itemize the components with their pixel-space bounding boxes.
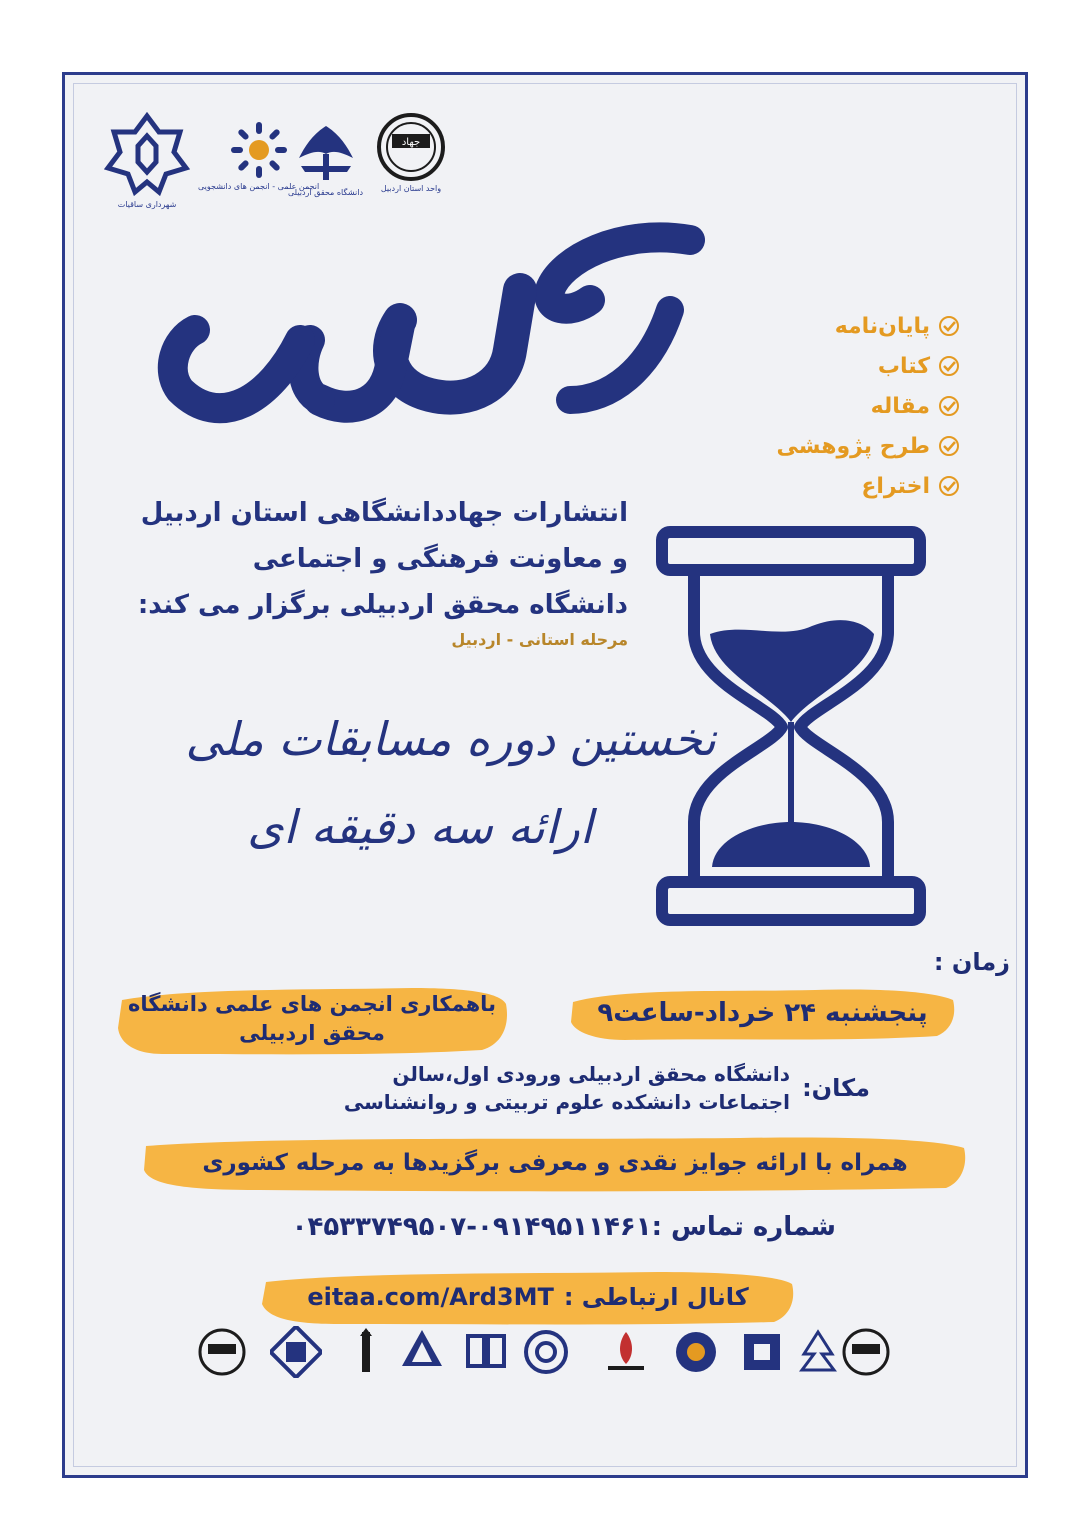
association-caption: انجمن علمی - انجمن های دانشجویی (198, 182, 320, 191)
contact-text: شماره تماس :۰۹۱۴۹۵۱۱۴۶۱-۰۴۵۳۳۷۴۹۵۰۷ (291, 1212, 836, 1242)
jihad-logo-2-icon (840, 1326, 892, 1378)
time-value: پنجشنبه ۲۴ خرداد-ساعت۹ (597, 998, 928, 1028)
category-label: مقاله (870, 393, 930, 419)
organizer-line: و معاونت فرهنگی و اجتماعی (252, 544, 628, 574)
check-circle-icon (938, 435, 960, 457)
education-ministry-logo-icon (600, 1326, 652, 1378)
university-caption: دانشگاه محقق اردبیلی (288, 188, 364, 197)
check-circle-icon (938, 315, 960, 337)
brush-calligraphy-icon (150, 200, 710, 470)
cooperation-line1: باهمکاری انجمن های علمی دانشگاه (128, 992, 496, 1016)
category-item (720, 346, 960, 386)
jihad-seal-icon (376, 112, 446, 182)
place-line1: دانشگاه محقق اردبیلی ورودی اول،سالن (392, 1062, 790, 1086)
channel-label: کانال ارتباطی : (563, 1283, 749, 1311)
organizer-block (108, 490, 628, 649)
university-emblem-icon (291, 120, 361, 186)
stage-label: مرحله استانی - اردبیل (451, 630, 628, 649)
municipality-logo-small-icon (520, 1326, 572, 1378)
category-item (720, 386, 960, 426)
prize-text: همراه با ارائه جوایز نقدی و معرفی برگزیدها به مرحله کشوری (202, 1150, 908, 1176)
place-block (200, 1060, 790, 1116)
municipality-logo-icon (104, 112, 190, 198)
check-circle-icon (938, 355, 960, 377)
channel-url[interactable]: eitaa.com/Ard3MT (307, 1283, 554, 1311)
jihad-logo-icon (196, 1326, 248, 1378)
place-line2: اجتماعات دانشکده علوم تربیتی و روانشناسی (343, 1090, 790, 1114)
channel-block (258, 1274, 798, 1320)
category-label: اختراع (861, 473, 930, 499)
organizer-line: دانشگاه محقق اردبیلی برگزار می کند: (137, 590, 628, 620)
library-logo-icon (460, 1326, 512, 1378)
minaret-logo-icon (340, 1326, 392, 1378)
category-checklist (720, 306, 960, 506)
municipality-logo (104, 112, 190, 209)
category-label: کتاب (877, 353, 930, 379)
jihad-caption: واحد استان اردبیل (380, 184, 442, 193)
azad-university-logo-icon (396, 1326, 448, 1378)
municipality-caption: شهرداری ساقیات (117, 200, 177, 209)
cooperation-line2: محقق اردبیلی (239, 1021, 385, 1045)
university-logo (288, 120, 363, 197)
check-circle-icon (938, 475, 960, 497)
place-label: مکان: (802, 1074, 870, 1102)
time-label: زمان : (933, 948, 1010, 976)
category-item (720, 306, 960, 346)
sunburst-icon (220, 120, 298, 180)
category-label: پایان‌نامه (834, 313, 930, 339)
tree-logo-icon (792, 1326, 844, 1378)
headline-line2: ارائه سه دقیقه ای (247, 800, 593, 854)
gear-logo-icon (670, 1326, 722, 1378)
book-logo-icon (736, 1326, 788, 1378)
category-item (720, 426, 960, 466)
svg-text:جهاد: جهاد (401, 137, 421, 148)
headline-line1: نخستین دوره مسابقات ملی (185, 712, 716, 766)
organizer-line: انتشارات جهاددانشگاهی استان اردبیل (140, 498, 628, 528)
check-circle-icon (938, 395, 960, 417)
category-item (720, 466, 960, 506)
category-label: طرح پژوهشی (776, 433, 930, 459)
brand-title-graphic (150, 200, 710, 470)
jihad-logo (376, 112, 446, 193)
tile-logo-icon (270, 1326, 322, 1378)
